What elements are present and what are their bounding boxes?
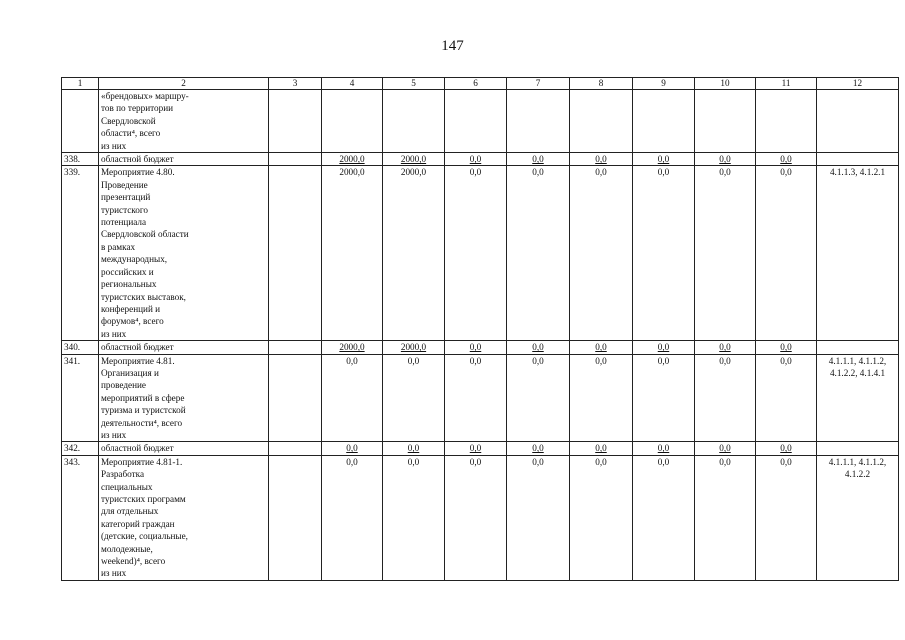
row-name: областной бюджет: [99, 341, 269, 354]
value-cell: 0,0: [570, 354, 633, 442]
value-cell: [269, 455, 322, 580]
target-indicator-cell: 4.1.1.1, 4.1.1.2, 4.1.2.2, 4.1.4.1: [817, 354, 899, 442]
column-number: 8: [570, 78, 633, 90]
value-cell: 2000,0: [383, 166, 445, 341]
value-cell: 0,0: [633, 354, 695, 442]
value-cell: 2000,0: [383, 153, 445, 166]
row-number: [62, 90, 99, 153]
row-name: «брендовых» маршру- тов по территории Свердловской области⁴, всего из них: [99, 90, 269, 153]
value-cell: 0,0: [322, 354, 383, 442]
column-number: 10: [695, 78, 756, 90]
value-cell: 0,0: [695, 442, 756, 455]
column-number: 9: [633, 78, 695, 90]
value-cell: [507, 90, 570, 153]
value-cell: 0,0: [756, 455, 817, 580]
value-cell: [269, 341, 322, 354]
column-number: 7: [507, 78, 570, 90]
value-cell: 0,0: [633, 442, 695, 455]
value-cell: 0,0: [695, 455, 756, 580]
value-cell: 0,0: [695, 354, 756, 442]
value-cell: 0,0: [570, 455, 633, 580]
value-cell: 0,0: [633, 166, 695, 341]
row-number: 342.: [62, 442, 99, 455]
target-indicator-cell: [817, 153, 899, 166]
value-cell: 0,0: [383, 442, 445, 455]
value-cell: 0,0: [633, 153, 695, 166]
value-cell: [269, 354, 322, 442]
row-number: 338.: [62, 153, 99, 166]
value-cell: [633, 90, 695, 153]
value-cell: 0,0: [445, 341, 507, 354]
value-cell: 2000,0: [322, 153, 383, 166]
value-cell: 0,0: [322, 442, 383, 455]
target-indicator-cell: 4.1.1.1, 4.1.1.2, 4.1.2.2: [817, 455, 899, 580]
column-number: 3: [269, 78, 322, 90]
table-row: [62, 166, 899, 341]
row-name: Мероприятие 4.81-1. Разработка специальных туристских программ для отдельных категорий граждан (детские, социальные, молодежные, weekend)⁴, всего из них: [99, 455, 269, 580]
value-cell: [269, 153, 322, 166]
value-cell: 0,0: [633, 455, 695, 580]
target-indicator-cell: [817, 442, 899, 455]
value-cell: [756, 90, 817, 153]
target-indicator-cell: [817, 341, 899, 354]
column-number: 2: [99, 78, 269, 90]
value-cell: [269, 90, 322, 153]
value-cell: 0,0: [507, 354, 570, 442]
value-cell: 0,0: [695, 166, 756, 341]
row-number: 340.: [62, 341, 99, 354]
value-cell: [695, 90, 756, 153]
value-cell: 0,0: [633, 341, 695, 354]
column-number: 6: [445, 78, 507, 90]
value-cell: 0,0: [570, 341, 633, 354]
row-name: областной бюджет: [99, 153, 269, 166]
row-name: Мероприятие 4.81. Организация и проведение мероприятий в сфере туризма и туристской деятельности⁴, всего из них: [99, 354, 269, 442]
value-cell: 0,0: [445, 455, 507, 580]
value-cell: 0,0: [322, 455, 383, 580]
target-indicator-cell: [817, 90, 899, 153]
value-cell: 0,0: [570, 442, 633, 455]
value-cell: 0,0: [445, 166, 507, 341]
value-cell: 0,0: [507, 455, 570, 580]
value-cell: 0,0: [507, 341, 570, 354]
row-number: 343.: [62, 455, 99, 580]
page-number: 147: [441, 38, 464, 54]
value-cell: 0,0: [570, 166, 633, 341]
table-row: [62, 455, 899, 580]
table-row: [62, 354, 899, 442]
value-cell: 0,0: [756, 166, 817, 341]
value-cell: 0,0: [507, 153, 570, 166]
value-cell: 0,0: [445, 354, 507, 442]
value-cell: [322, 90, 383, 153]
value-cell: [383, 90, 445, 153]
value-cell: 0,0: [383, 455, 445, 580]
value-cell: 0,0: [756, 354, 817, 442]
value-cell: 0,0: [570, 153, 633, 166]
value-cell: 2000,0: [322, 166, 383, 341]
value-cell: [269, 166, 322, 341]
value-cell: 0,0: [445, 153, 507, 166]
value-cell: 0,0: [756, 442, 817, 455]
column-number-row: [62, 78, 899, 90]
value-cell: 0,0: [507, 442, 570, 455]
value-cell: 0,0: [383, 354, 445, 442]
column-number: 5: [383, 78, 445, 90]
target-indicator-cell: 4.1.1.3, 4.1.2.1: [817, 166, 899, 341]
value-cell: 0,0: [695, 153, 756, 166]
column-number: 4: [322, 78, 383, 90]
row-name: областной бюджет: [99, 442, 269, 455]
value-cell: 0,0: [756, 153, 817, 166]
value-cell: [445, 90, 507, 153]
value-cell: 0,0: [695, 341, 756, 354]
table-row: [62, 153, 899, 166]
table-row: [62, 442, 899, 455]
column-number: 12: [817, 78, 899, 90]
value-cell: 2000,0: [322, 341, 383, 354]
row-number: 341.: [62, 354, 99, 442]
table-row: [62, 90, 899, 153]
row-number: 339.: [62, 166, 99, 341]
value-cell: 2000,0: [383, 341, 445, 354]
budget-table: [61, 77, 899, 581]
column-number: 11: [756, 78, 817, 90]
row-name: Мероприятие 4.80. Проведение презентаций туристского потенциала Свердловской области в рамках международных, российских и региональных туристских выставок, конференций и форумов⁴, всего из них: [99, 166, 269, 341]
value-cell: 0,0: [756, 341, 817, 354]
table-row: [62, 341, 899, 354]
value-cell: [269, 442, 322, 455]
column-number: 1: [62, 78, 99, 90]
value-cell: 0,0: [507, 166, 570, 341]
value-cell: 0,0: [445, 442, 507, 455]
value-cell: [570, 90, 633, 153]
